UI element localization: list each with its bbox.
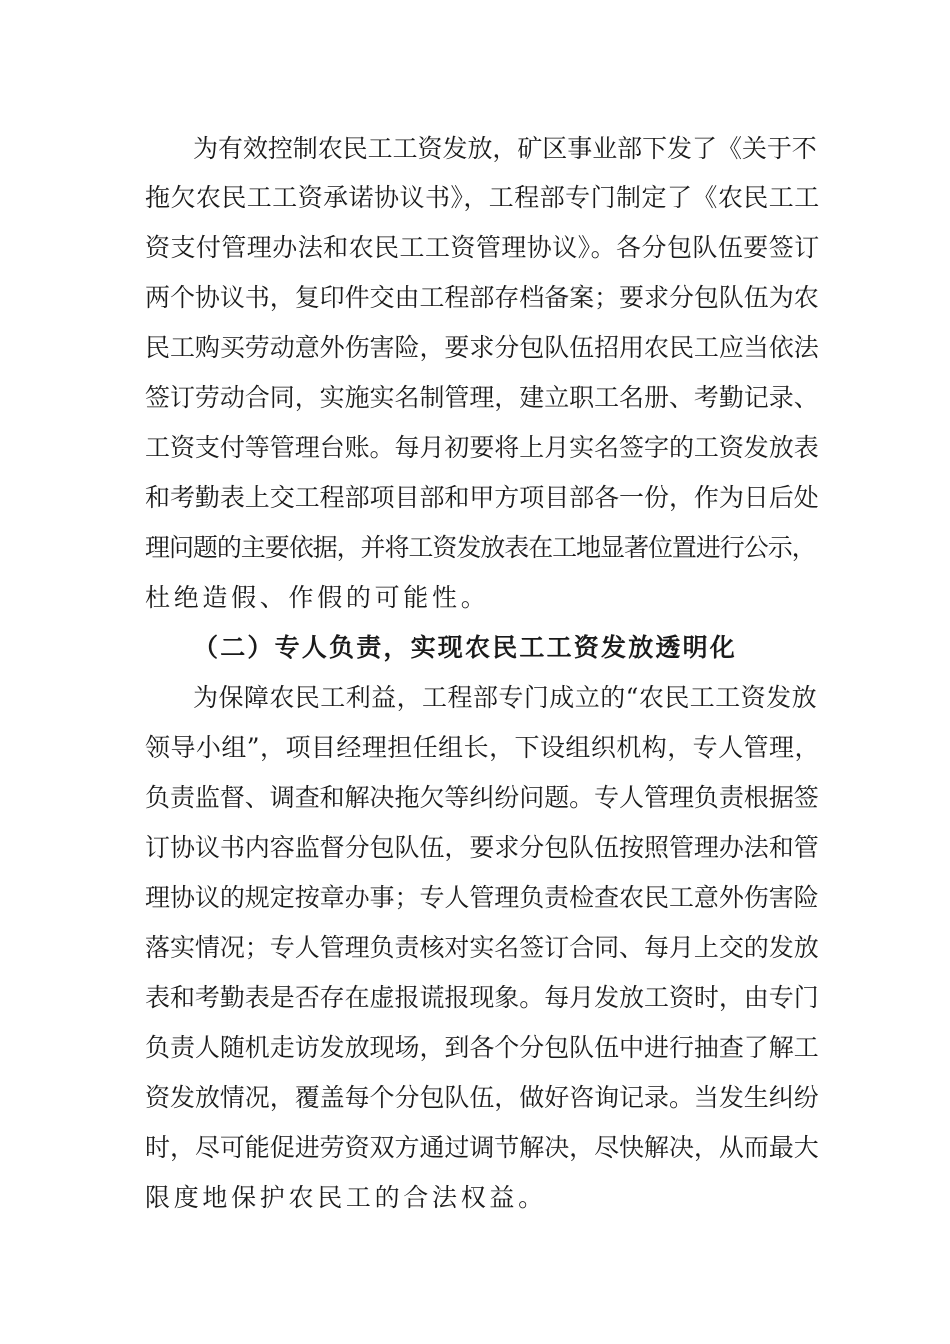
paragraph-2-line-8: 负责人随机走访发放现场，到各个分包队伍中进行抽查了解工 (145, 1033, 819, 1062)
paragraph-2-line-6: 落实情况；专人管理负责核对实名签订合同、每月上交的发放 (145, 933, 819, 962)
paragraph-2-line-9: 资发放情况，覆盖每个分包队伍，做好咨询记录。当发生纠纷 (145, 1083, 819, 1112)
paragraph-1-line-4: 两个协议书，复印件交由工程部存档备案；要求分包队伍为农 (145, 283, 819, 312)
section-heading: （二）专人负责，实现农民工工资发放透明化 (193, 633, 738, 662)
paragraph-1-line-9: 理问题的主要依据，并将工资发放表在工地显著位置进行公示， (145, 533, 816, 562)
paragraph-1-line-3: 资支付管理办法和农民工工资管理协议》。各分包队伍要签订 (145, 233, 820, 262)
paragraph-1-line-5: 民工购买劳动意外伤害险，要求分包队伍招用农民工应当依法 (145, 333, 819, 362)
paragraph-2-line-4: 订协议书内容监督分包队伍，要求分包队伍按照管理办法和管 (145, 833, 819, 862)
paragraph-2-line-3: 负责监督、调查和解决拖欠等纠纷问题。专人管理负责根据签 (145, 783, 819, 812)
paragraph-1-line-2: 拖欠农民工工资承诺协议书》，工程部专门制定了《农民工工 (145, 183, 820, 212)
paragraph-1-line-10: 杜绝造假、作假的可能性。 (145, 583, 490, 612)
paragraph-2-line-7: 表和考勤表是否存在虚报谎报现象。每月发放工资时，由专门 (145, 983, 819, 1012)
paragraph-2-line-5: 理协议的规定按章办事；专人管理负责检查农民工意外伤害险 (145, 883, 819, 912)
paragraph-2-line-11: 限度地保护农民工的合法权益。 (145, 1183, 547, 1212)
paragraph-2-line-1: 为保障农民工利益，工程部专门成立的“农民工工资发放 (193, 683, 818, 712)
paragraph-1-line-6: 签订劳动合同，实施实名制管理，建立职工名册、考勤记录、 (145, 383, 819, 412)
paragraph-2-line-2: 领导小组”，项目经理担任组长，下设组织机构，专人管理， (145, 733, 820, 762)
paragraph-2-line-10: 时，尽可能促进劳资双方通过调节解决，尽快解决，从而最大 (145, 1133, 819, 1162)
paragraph-1-line-7: 工资支付等管理台账。每月初要将上月实名签字的工资发放表 (145, 433, 819, 462)
paragraph-1-line-8: 和考勤表上交工程部项目部和甲方项目部各一份，作为日后处 (145, 483, 819, 512)
paragraph-1-line-1: 为有效控制农民工工资发放，矿区事业部下发了《关于不 (193, 134, 817, 163)
